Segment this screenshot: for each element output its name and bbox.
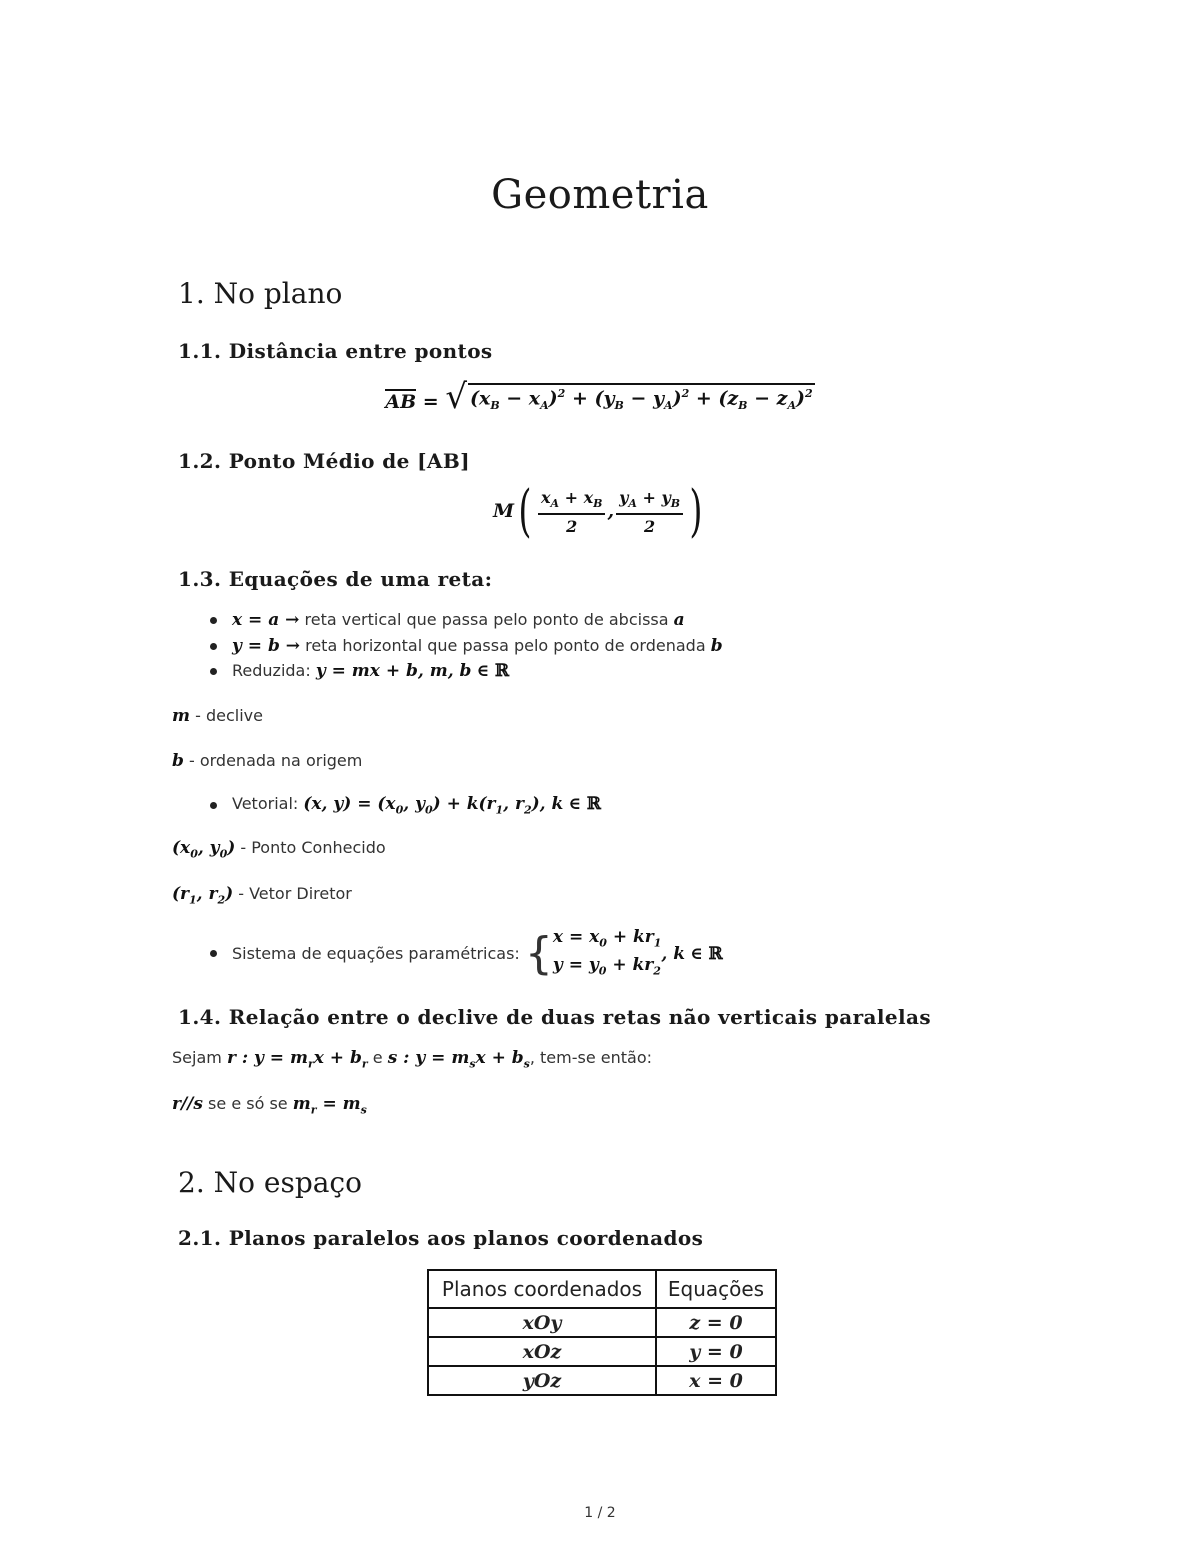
parallel-lines-statement: Sejam r : $y = m_rx + b_r$ e s : $y = m_sx + b_s$, tem-se então: <box>172 1048 652 1071</box>
direction-vector-definition: ($r_1$, $r_2$) - Vetor Diretor <box>172 884 352 907</box>
table-cell: z = 0 <box>656 1308 776 1337</box>
table-header: Equações <box>656 1270 776 1308</box>
section-1-1-heading: 1.1. Distância entre pontos <box>178 339 493 363</box>
vector-equation-item: Vetorial: (x, $y) = (x_0$, $y_0) + k(r_1$, $r_2$), k ∈ ℝ <box>232 794 602 817</box>
horizontal-line-item: y = b → reta horizontal que passa pelo ponto de ordenada b <box>232 636 723 656</box>
midpoint-formula: M( $\frac{x_A + x_B}{2}$ , $\frac{y_A + y_B}{2}$ ) <box>493 479 703 544</box>
coordinate-planes-table <box>427 1269 777 1396</box>
table-row <box>428 1337 776 1366</box>
table-cell: x = 0 <box>656 1366 776 1395</box>
table-header: Planos coordenados <box>428 1270 656 1308</box>
vertical-line-item: x = a → reta vertical que passa pelo ponto de abcissa a <box>232 610 685 630</box>
table-cell: xOz <box>428 1337 656 1366</box>
reduced-equation-item: Reduzida: y = mx + b, m, b ∈ ℝ <box>232 661 510 681</box>
section-2-1-heading: 2.1. Planos paralelos aos planos coordenados <box>178 1226 704 1250</box>
intercept-definition: b - ordenada na origem <box>172 751 363 771</box>
page-title: Geometria <box>491 172 709 218</box>
table-cell: yOz <box>428 1366 656 1395</box>
table-cell: xOy <box>428 1308 656 1337</box>
bullet-dot <box>210 950 217 957</box>
distance-formula: AB = √ $(x_B - x_A)^2 + (y_B - y_A)^2 + (z_B - z_A)^2$ <box>385 377 813 417</box>
slope-definition: m - declive <box>172 706 263 726</box>
section-1-3-heading: 1.3. Equações de uma reta: <box>178 567 493 591</box>
table-header-row <box>428 1270 776 1308</box>
section-2-heading: 2. No espaço <box>178 1166 362 1199</box>
parallel-condition: r//s se e só se $m_r = m_s$ <box>172 1094 367 1117</box>
bullet-dot <box>210 802 217 809</box>
table-row <box>428 1366 776 1395</box>
table-row <box>428 1308 776 1337</box>
bullet-dot <box>210 668 217 675</box>
table-cell: y = 0 <box>656 1337 776 1366</box>
section-1-4-heading: 1.4. Relação entre o declive de duas retas não verticais paralelas <box>178 1005 932 1029</box>
bullet-dot <box>210 617 217 624</box>
page-number: 1 / 2 <box>584 1505 616 1521</box>
section-1-2-heading: 1.2. Ponto Médio de [AB] <box>178 449 471 473</box>
parametric-system-item: Sistema de equações paramétricas: {$x = x_0 + kr_1$ $y = y_0 + kr_2$, k ∈ ℝ <box>232 927 723 980</box>
bullet-dot <box>210 643 217 650</box>
section-1-heading: 1. No plano <box>178 277 343 310</box>
known-point-definition: ($x_0$, $y_0$) - Ponto Conhecido <box>172 838 386 861</box>
